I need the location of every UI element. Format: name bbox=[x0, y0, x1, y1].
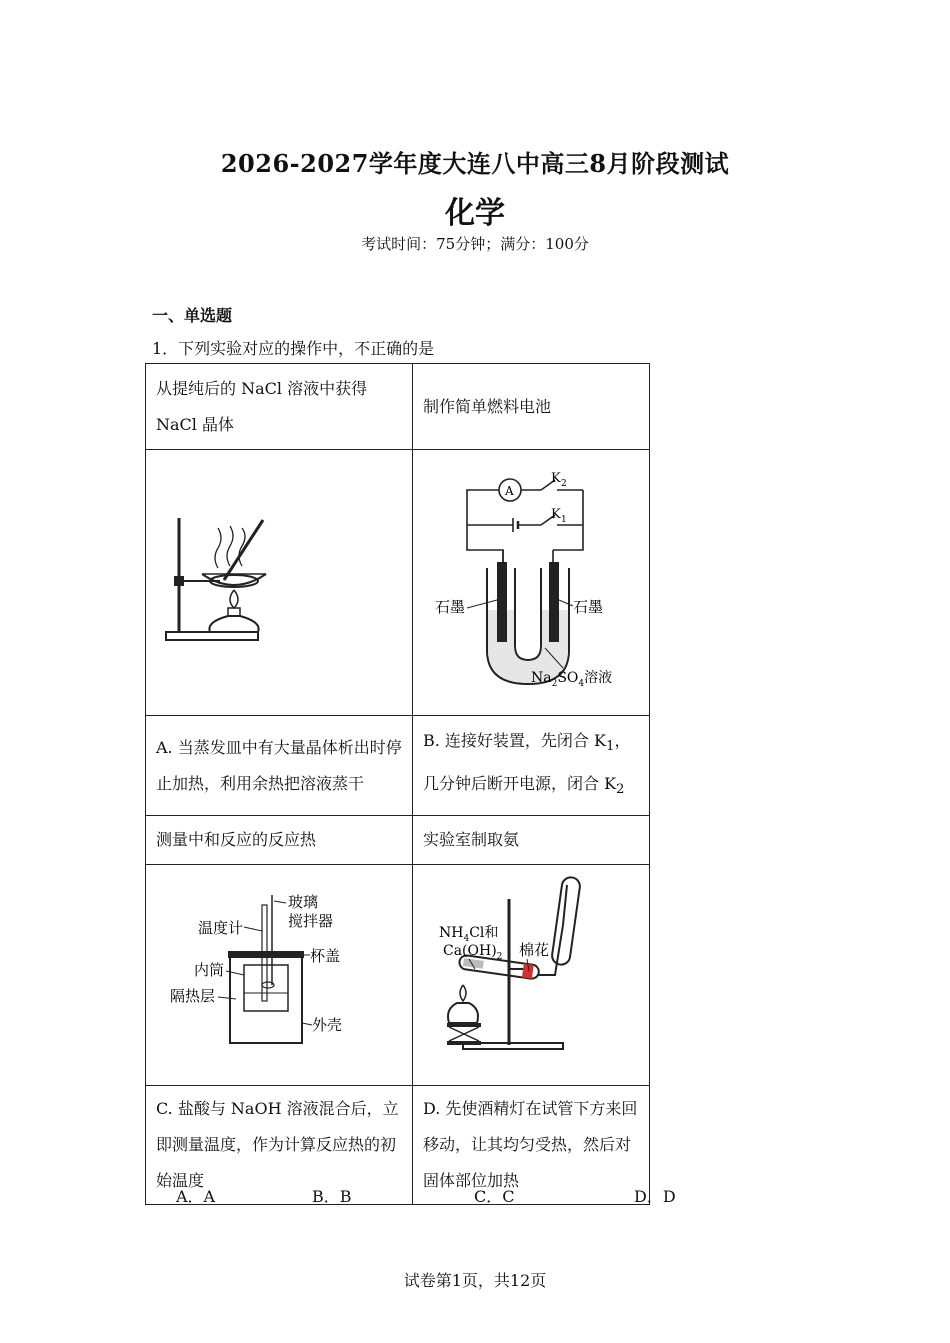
reagent-label-1b: 4 bbox=[463, 934, 470, 944]
option-b-sub2: 2 bbox=[616, 781, 625, 797]
subject-title: 化学 bbox=[445, 196, 505, 231]
ammeter-label: A bbox=[505, 484, 514, 498]
fuel-cell-apparatus-icon bbox=[423, 450, 661, 702]
exam-meta: 考试时间：75分钟；满分：100分 bbox=[361, 235, 589, 253]
solution-label-e: 溶液 bbox=[584, 670, 613, 686]
option-d-text: D. 先使酒精灯在试管下方来回移动，让其均匀受热，然后对固体部位加热 bbox=[413, 1086, 650, 1205]
switch-k1-sub: 1 bbox=[561, 515, 567, 525]
reagent-label-1c: Cl和 bbox=[469, 925, 499, 941]
solution-label-c: SO bbox=[557, 670, 579, 686]
cell-r1c1: 从提纯后的 NaCl 溶液中获得 NaCl 晶体 bbox=[146, 364, 413, 450]
graphite-left-label: 石墨 bbox=[435, 598, 466, 616]
solution-label-d: 4 bbox=[578, 679, 585, 689]
answer-option-d[interactable]: D．D bbox=[634, 1187, 676, 1206]
question-table bbox=[145, 363, 650, 1205]
question-stem: 1．下列实验对应的操作中，不正确的是 bbox=[152, 339, 435, 358]
calorimeter-diagram bbox=[146, 865, 413, 1086]
shell-label: 外壳 bbox=[312, 1016, 343, 1034]
solution-label-b: 2 bbox=[551, 679, 558, 689]
svg-text:Na2SO4溶液 bbox=[531, 669, 612, 689]
cell-r1c2: 制作简单燃料电池 bbox=[413, 364, 650, 450]
ammonia-diagram bbox=[413, 865, 650, 1086]
cell-r4c2: 实验室制取氨 bbox=[413, 816, 650, 865]
reagent-label-1a: NH bbox=[439, 925, 464, 941]
option-a-text: A. 当蒸发皿中有大量晶体析出时停止加热，利用余热把溶液蒸干 bbox=[146, 716, 413, 816]
reagent-label-2a: Ca(OH) bbox=[443, 943, 497, 959]
section-heading: 一、单选题 bbox=[152, 306, 233, 325]
answer-option-a[interactable]: A．A bbox=[176, 1187, 216, 1206]
switch-k2-sub: 2 bbox=[561, 479, 567, 489]
evaporation-apparatus-icon bbox=[156, 450, 422, 702]
answer-option-c[interactable]: C．C bbox=[474, 1187, 515, 1206]
option-c-text: C. 盐酸与 NaOH 溶液混合后，立即测量温度，作为计算反应热的初始温度 bbox=[146, 1086, 413, 1205]
evaporation-diagram bbox=[146, 450, 413, 716]
stirrer-label-2: 搅拌器 bbox=[288, 912, 334, 930]
lid-label: 杯盖 bbox=[310, 947, 341, 965]
switch-k2-label: K bbox=[551, 471, 561, 486]
insulation-label: 隔热层 bbox=[170, 987, 216, 1005]
svg-text:NH4Cl和 bbox=[439, 925, 498, 944]
ammonia-apparatus-icon bbox=[423, 865, 661, 1072]
cotton-label: 棉花 bbox=[519, 941, 550, 959]
page-footer: 试卷第1页，共12页 bbox=[403, 1271, 547, 1290]
cell-r4c1: 测量中和反应的反应热 bbox=[146, 816, 413, 865]
option-b-text bbox=[413, 716, 650, 816]
option-b-sub1: 1 bbox=[605, 739, 615, 755]
exam-title: 2026-2027学年度大连八中高三8月阶段测试 bbox=[220, 149, 730, 178]
option-b-part2: ，几分钟后断开电源，闭合 K bbox=[423, 731, 631, 793]
thermometer-label: 温度计 bbox=[198, 919, 244, 937]
option-b-part1: B. 连接好装置，先闭合 K bbox=[423, 731, 606, 751]
fuel-cell-diagram bbox=[413, 450, 650, 716]
solution-label-a: Na bbox=[531, 670, 552, 686]
calorimeter-apparatus-icon bbox=[156, 865, 422, 1072]
inner-cup-label: 内筒 bbox=[194, 961, 225, 979]
answer-option-b[interactable]: B．B bbox=[312, 1187, 352, 1206]
graphite-right-label: 石墨 bbox=[573, 598, 604, 616]
switch-k1-label: K bbox=[551, 507, 561, 522]
stirrer-label-1: 玻璃 bbox=[288, 893, 319, 911]
reagent-label-2b: 2 bbox=[496, 952, 503, 962]
